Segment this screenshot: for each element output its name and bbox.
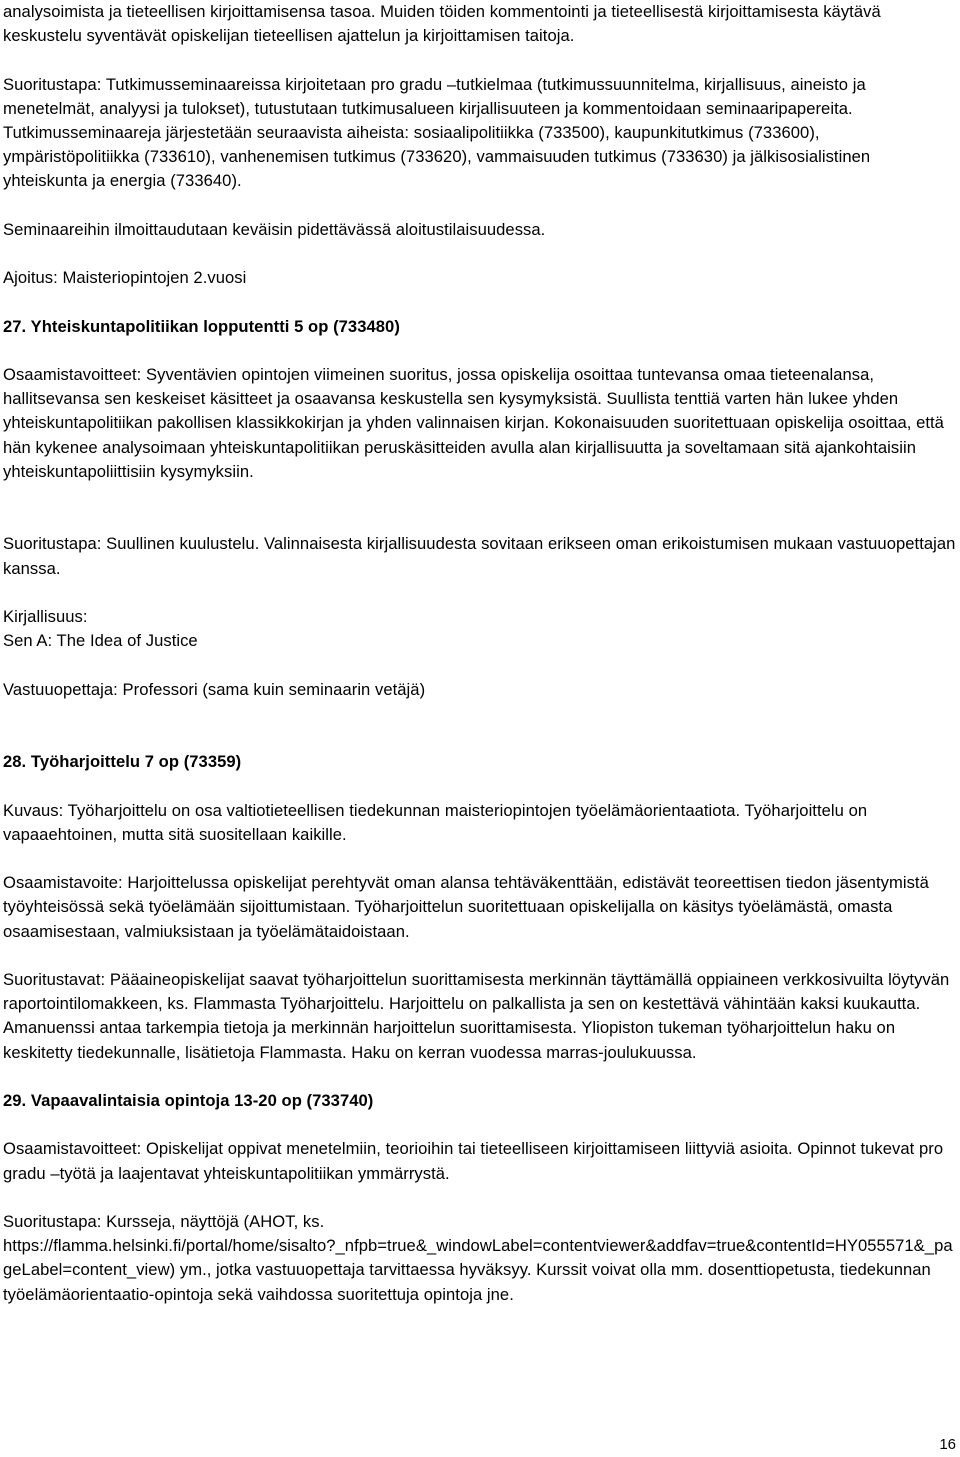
document-page [3,0,957,1307]
seminar-method-text: Tutkimusseminaareissa kirjoitetaan pro gradu –tutkielmaa (tutkimussuunnitelma, kirjallisuus, aineisto ja menetelmät, analyysi ja tulokset), tutustutaan tutkimusalueen kirjallisuuteen ja kommentoidaan seminaaripapereita. Tutkimusseminaareja järjestetään seuraavista aiheista: sosiaalipolitiikka (733500), kaupunkitutkimus (733600), ympäristöpolitiikka (733610), vanhenemisen tutkimus (733620), vammaisuuden tutkimus (733630) ja jälkisosialistinen yhteiskunta ja energia (733640). [3,74,871,191]
section-29-number: 29. [3,1090,27,1110]
section-28-number: 28. [3,752,27,772]
section-29-method-line1: Suoritustapa: Kursseja, näyttöjä (AHOT, ks. [3,1211,325,1231]
section-29-heading [3,1089,957,1113]
page-number: 16 [939,1436,956,1453]
section-27-method: Suoritustapa: Suullinen kuulustelu. Valinnaisesta kirjallisuudesta sovitaan erikseen oman erikoistumisen mukaan vastuuopettajan kanssa. [3,534,956,578]
section-28-title: Työharjoittelu 7 op (73359) [30,752,242,772]
seminar-timing: Ajoitus: Maisteriopintojen 2.vuosi [3,268,247,288]
section-27-literature-item: Sen A: The Idea of Justice [3,631,198,651]
section-28-outcome: Osaamistavoite: Harjoittelussa opiskelijat perehtyvät oman alansa tehtäväkenttään, edistävät teoreettisen tiedon jäsentymistä työyhteisössä sekä työelämään sijoittumistaan. Työharjoittelun suoritettuaan opiskelijalla on käsitys työelämästä, omasta osaamisestaan, valmiuksistaan ja työelämätaidoistaan. [3,873,929,941]
seminar-registration: Seminaareihin ilmoittaudutaan keväisin pidettävässä aloitustilaisuudessa. [3,219,546,239]
section-29-outcomes: Osaamistavoitteet: Opiskelijat oppivat menetelmiin, teorioihin tai tieteelliseen kirjoittamiseen liittyviä asioita. Opinnot tukevat pro gradu –työtä ja laajentavat yhteiskuntapolitiikan ymmärrystä. [3,1139,944,1183]
section-29-title: Vapaavalintaisia opintoja 13-20 op (733740) [30,1090,374,1110]
section-27-number: 27. [3,316,27,336]
section-27-literature-label: Kirjallisuus: [3,606,88,626]
flamma-link[interactable]: https://flamma.helsinki.fi/portal/home/sisalto?_nfpb=true&_windowLabel=contentviewer&addfav=true&contentId=HY055571&_pageLabel=content_view [3,1236,953,1280]
seminar-method-paragraph [3,73,957,194]
section-27-heading [3,315,957,339]
section-28-methods: Suoritustavat: Pääaineopiskelijat saavat työharjoittelun suorittamisesta merkinnän täyttämällä oppiaineen verkkosivuilta löytyvän raportointilomakkeen, ks. Flammasta Työharjoittelu. Harjoittelu on palkallista ja sen on kestettävä vähintään kaksi kuukautta. Amanuenssi antaa tarkempia tietoja ja merkinnän harjoittelun suorittamisesta. Yliopiston tukeman työharjoittelun haku on keskitetty tiedekunnalle, lisätietoja Flammasta. Haku on kerran vuodessa marras-joulukuussa. [3,969,950,1062]
section-29-method-rest: ) ym., jotka vastuuopettaja tarvittaessa hyväksyy. Kurssit voivat olla mm. dosenttiopetusta, tiedekunnan työelämäorientaatio-opintoja sekä vaihdossa suoritettuja opintoja jne. [3,1260,931,1304]
section-28-heading [3,750,957,774]
seminar-method-label: Suoritustapa: [3,74,102,94]
section-27-title: Yhteiskuntapolitiikan lopputentti 5 op (733480) [30,316,400,336]
section-27-responsible: Vastuuopettaja: Professori (sama kuin seminaarin vetäjä) [3,679,426,699]
section-28-description: Kuvaus: Työharjoittelu on osa valtiotieteellisen tiedekunnan maisteriopintojen työelämäorientaatiota. Työharjoittelu on vapaaehtoinen, mutta sitä suositellaan kaikille. [3,800,868,844]
section-27-outcomes: Osaamistavoitteet: Syventävien opintojen viimeinen suoritus, jossa opiskelija osoittaa tuntevansa omaa tieteenalansa, hallitsevansa sen keskeiset käsitteet ja osaavansa keskustella sen kysymyksistä. Suullista tenttiä varten hän lukee yhden yhteiskuntapolitiikan pakollisen klassikkokirjan ja yhden valinnaisen kirjan. Kokonaisuuden suoritettuaan opiskelija osoittaa, että hän kykenee analysoimaan yhteiskuntapolitiikan peruskäsitteiden avulla alan kirjallisuutta ja soveltamaan sitä ajankohtaisiin yhteiskuntapoliittisiin kysymyksiin. [3,364,944,481]
section-29-method-paragraph [3,1210,957,1307]
intro-paragraph: analysoimista ja tieteellisen kirjoittamisensa tasoa. Muiden töiden kommentointi ja tieteellisestä kirjoittamisesta käytävä keskustelu syventävät opiskelijan tieteellisen ajattelun ja kirjoittamisen taitoja. [3,2,881,46]
